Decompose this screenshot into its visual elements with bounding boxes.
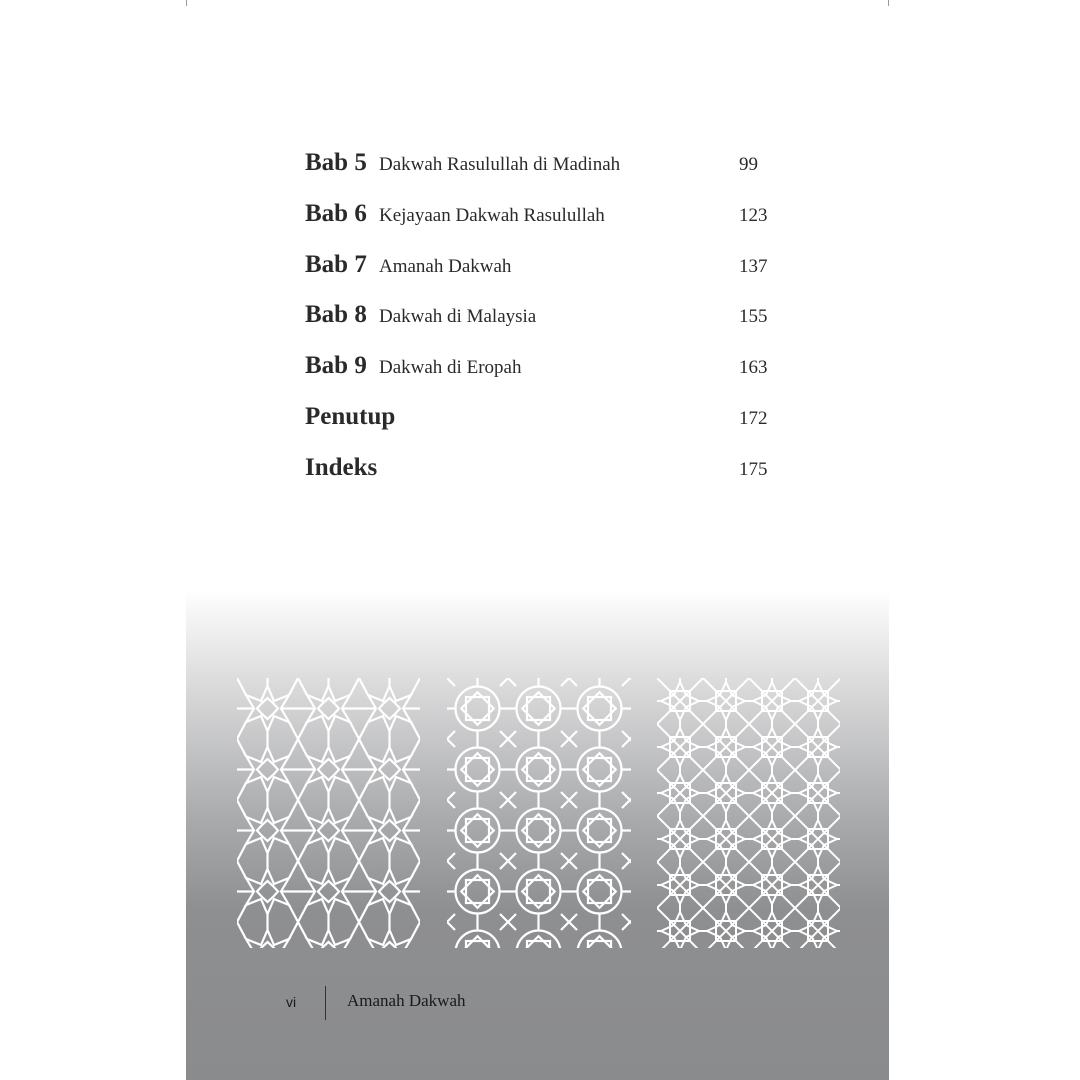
crop-mark-left bbox=[186, 0, 187, 6]
toc-entry[interactable] bbox=[305, 199, 785, 250]
chapter-title: Amanah Dakwah bbox=[379, 255, 512, 277]
footer-divider bbox=[325, 986, 326, 1020]
running-title: Amanah Dakwah bbox=[347, 991, 466, 1010]
chapter-page: 163 bbox=[739, 357, 768, 379]
crop-mark-right bbox=[888, 0, 889, 6]
table-of-contents bbox=[305, 148, 785, 504]
chapter-number: Bab 6 bbox=[305, 199, 367, 227]
chapter-title: Kejayaan Dakwah Rasulullah bbox=[379, 204, 605, 226]
chapter-number: Bab 5 bbox=[305, 149, 367, 176]
toc-entry[interactable] bbox=[305, 250, 785, 301]
chapter-page: 172 bbox=[739, 407, 768, 429]
chapter-page: 155 bbox=[739, 306, 768, 328]
toc-entry[interactable] bbox=[305, 351, 785, 402]
chapter-page: 175 bbox=[739, 458, 768, 480]
section-heading: Penutup bbox=[305, 402, 396, 430]
page-number: vi bbox=[286, 994, 297, 1010]
chapter-title: Dakwah di Eropah bbox=[379, 357, 522, 379]
chapter-page: 123 bbox=[739, 204, 768, 226]
circle-knot-pattern-panel bbox=[447, 678, 631, 948]
lattice-pattern-panel bbox=[657, 678, 840, 948]
decorative-panel bbox=[186, 590, 889, 1080]
chapter-number: Bab 7 bbox=[305, 250, 367, 278]
chapter-number: Bab 8 bbox=[305, 301, 367, 329]
section-heading: Indeks bbox=[305, 453, 378, 481]
chapter-number: Bab 9 bbox=[305, 352, 367, 380]
toc-entry[interactable] bbox=[305, 300, 785, 351]
star-pattern-panel bbox=[237, 678, 420, 948]
toc-entry[interactable] bbox=[305, 453, 785, 504]
chapter-page: 137 bbox=[739, 255, 768, 277]
chapter-page: 99 bbox=[739, 154, 758, 175]
chapter-title: Dakwah Rasulullah di Madinah bbox=[379, 154, 621, 175]
toc-entry[interactable] bbox=[305, 148, 785, 199]
toc-entry[interactable] bbox=[305, 402, 785, 453]
chapter-title: Dakwah di Malaysia bbox=[379, 306, 537, 328]
